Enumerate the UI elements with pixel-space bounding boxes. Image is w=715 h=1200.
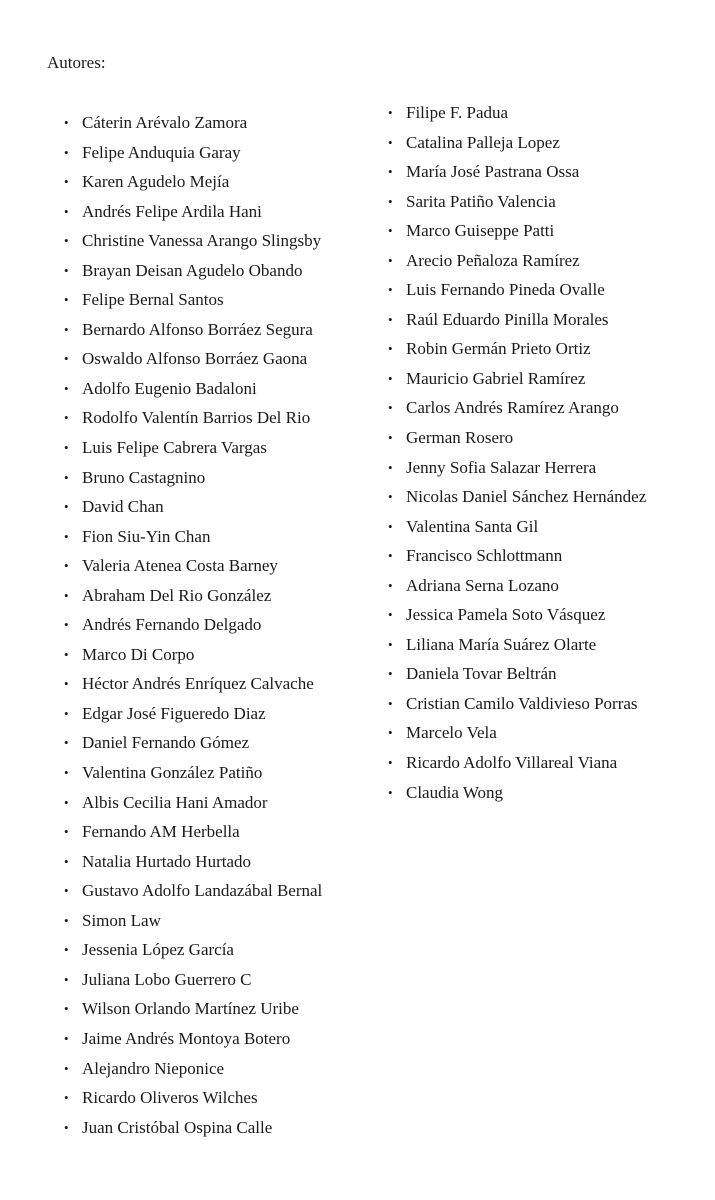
author-name: Simon Law (82, 910, 161, 930)
bullet-icon: • (388, 636, 393, 652)
bullet-icon: • (64, 203, 69, 219)
author-name: Albis Cecilia Hani Amador (82, 792, 268, 812)
author-name: Robin Germán Prieto Ortiz (406, 339, 591, 359)
author-name: Raúl Eduardo Pinilla Morales (406, 309, 609, 329)
author-name: Cáterin Arévalo Zamora (82, 113, 248, 132)
bullet-icon: • (64, 115, 69, 130)
bullet-icon: • (388, 518, 393, 534)
bullet-icon: • (388, 252, 393, 268)
bullet-icon: • (64, 410, 69, 426)
bullet-icon: • (64, 942, 69, 958)
bullet-icon: • (64, 1119, 69, 1135)
author-list-item (64, 820, 322, 850)
author-list-item (64, 702, 322, 732)
author-list-item (388, 721, 646, 751)
author-name: Marcelo Vela (406, 723, 497, 743)
bullet-icon: • (64, 1030, 69, 1046)
author-list-item (64, 968, 322, 998)
author-name: Jenny Sofia Salazar Herrera (406, 457, 597, 477)
author-name: Valeria Atenea Costa Barney (82, 556, 278, 576)
bullet-icon: • (388, 725, 393, 741)
bullet-icon: • (388, 311, 393, 327)
author-list-item (64, 938, 322, 968)
author-list-item (388, 574, 646, 604)
bullet-icon: • (64, 676, 69, 692)
author-list-item (388, 485, 646, 515)
author-name: Carlos Andrés Ramírez Arango (406, 398, 619, 418)
bullet-icon: • (388, 223, 393, 239)
author-list-item (388, 367, 646, 397)
author-name: Luis Felipe Cabrera Vargas (82, 438, 267, 458)
author-name: Daniela Tovar Beltrán (406, 664, 557, 684)
bullet-icon: • (64, 883, 69, 899)
author-list-item (64, 1086, 322, 1116)
bullet-icon: • (64, 233, 69, 249)
author-list-item (388, 160, 646, 190)
bullet-icon: • (64, 440, 69, 456)
author-list-item (64, 288, 322, 318)
author-list-left (64, 111, 322, 1145)
author-list-item (64, 229, 322, 259)
bullet-icon: • (64, 469, 69, 485)
author-name: Karen Agudelo Mejía (82, 172, 230, 192)
author-name: Brayan Deisan Agudelo Obando (82, 260, 303, 280)
bullet-icon: • (388, 695, 393, 711)
author-name: Sarita Patiño Valencia (406, 191, 556, 211)
author-name: Gustavo Adolfo Landazábal Bernal (82, 881, 323, 901)
author-name: Juliana Lobo Guerrero C (82, 969, 252, 989)
author-name: David Chan (82, 497, 164, 517)
author-name: Felipe Bernal Santos (82, 290, 224, 310)
author-name: Arecio Peñaloza Ramírez (406, 250, 580, 270)
author-list-item (64, 672, 322, 702)
author-list-item (64, 584, 322, 614)
author-list-item (388, 131, 646, 161)
bullet-icon: • (64, 380, 69, 396)
author-name: Alejandro Nieponice (82, 1058, 225, 1078)
bullet-icon: • (64, 587, 69, 603)
bullet-icon: • (64, 971, 69, 987)
bullet-icon: • (388, 548, 393, 564)
author-name: Francisco Schlottmann (406, 546, 563, 566)
author-list-item (64, 141, 322, 171)
author-list-item (388, 603, 646, 633)
bullet-icon: • (388, 164, 393, 180)
author-name: Rodolfo Valentín Barrios Del Rio (82, 408, 311, 428)
author-list-item (64, 318, 322, 348)
bullet-icon: • (388, 577, 393, 593)
author-name: Cristian Camilo Valdivieso Porras (406, 693, 638, 713)
author-list-item (64, 525, 322, 555)
author-name: Filipe F. Padua (406, 103, 509, 122)
author-list-item (388, 662, 646, 692)
bullet-icon: • (388, 105, 393, 120)
bullet-icon: • (388, 400, 393, 416)
author-list-item (388, 308, 646, 338)
author-name: Christine Vanessa Arango Slingsby (82, 231, 322, 251)
bullet-icon: • (64, 765, 69, 781)
author-name: Jessica Pamela Soto Vásquez (406, 605, 606, 625)
bullet-icon: • (64, 262, 69, 278)
author-list-item (64, 643, 322, 673)
bullet-icon: • (64, 1060, 69, 1076)
bullet-icon: • (64, 824, 69, 840)
author-name: Catalina Palleja Lopez (406, 132, 560, 152)
author-list-item (64, 347, 322, 377)
author-name: Mauricio Gabriel Ramírez (406, 368, 586, 388)
author-list-item (64, 200, 322, 230)
bullet-icon: • (388, 607, 393, 623)
bullet-icon: • (64, 499, 69, 515)
author-list-item (388, 456, 646, 486)
author-name: Valentina González Patiño (82, 763, 263, 783)
author-name: Andrés Felipe Ardila Hani (82, 201, 262, 221)
author-list-item (64, 554, 322, 584)
author-name: Fernando AM Herbella (82, 822, 240, 842)
author-name: Ricardo Oliveros Wilches (82, 1088, 258, 1108)
author-list-item (64, 170, 322, 200)
author-name: Nicolas Daniel Sánchez Hernández (406, 487, 647, 507)
author-list-item (388, 544, 646, 574)
author-list-item (64, 850, 322, 880)
author-list-item (388, 278, 646, 308)
author-list-item (388, 337, 646, 367)
bullet-icon: • (64, 292, 69, 308)
author-name: Jessenia López García (82, 940, 234, 960)
author-list-item (64, 466, 322, 496)
bullet-icon: • (388, 755, 393, 771)
bullet-icon: • (64, 735, 69, 751)
author-name: Luis Fernando Pineda Ovalle (406, 280, 605, 300)
author-name: Valentina Santa Gil (406, 516, 539, 536)
author-name: Adolfo Eugenio Badaloni (82, 378, 257, 398)
author-list-item (64, 406, 322, 436)
author-name: Daniel Fernando Gómez (82, 733, 250, 753)
author-name: Natalia Hurtado Hurtado (82, 851, 251, 871)
author-name: Fion Siu-Yin Chan (82, 526, 211, 546)
author-name: Adriana Serna Lozano (406, 575, 559, 595)
author-list-right (388, 101, 646, 810)
author-list-item (64, 613, 322, 643)
author-list-item (64, 1057, 322, 1087)
author-list-item (388, 751, 646, 781)
author-list-item (388, 426, 646, 456)
author-list-item (388, 219, 646, 249)
author-name: Felipe Anduquia Garay (82, 142, 241, 162)
author-list-item (64, 761, 322, 791)
authors-heading: Autores: (47, 53, 106, 72)
author-name: Juan Cristóbal Ospina Calle (82, 1117, 273, 1137)
bullet-icon: • (388, 193, 393, 209)
author-name: Wilson Orlando Martínez Uribe (82, 999, 299, 1019)
author-name: Edgar José Figueredo Diaz (82, 703, 266, 723)
author-name: Andrés Fernando Delgado (82, 615, 262, 635)
bullet-icon: • (64, 853, 69, 869)
bullet-icon: • (64, 1090, 69, 1106)
bullet-icon: • (64, 144, 69, 160)
author-list-item (64, 1116, 322, 1146)
author-list-item (388, 190, 646, 220)
author-list-item (388, 781, 646, 811)
author-list-item (64, 909, 322, 939)
author-name: Bernardo Alfonso Borráez Segura (82, 319, 313, 339)
author-list-item (388, 515, 646, 545)
bullet-icon: • (64, 174, 69, 190)
author-list-item (64, 259, 322, 289)
bullet-icon: • (388, 282, 393, 298)
bullet-icon: • (64, 351, 69, 367)
bullet-icon: • (64, 705, 69, 721)
bullet-icon: • (388, 341, 393, 357)
author-list-item (64, 1027, 322, 1057)
author-list-item (64, 436, 322, 466)
author-name: Liliana María Suárez Olarte (406, 634, 597, 654)
bullet-icon: • (388, 784, 393, 800)
bullet-icon: • (388, 489, 393, 505)
author-list-item (64, 377, 322, 407)
author-name: Marco Guiseppe Patti (406, 221, 555, 241)
author-list-item (388, 633, 646, 663)
bullet-icon: • (388, 666, 393, 682)
bullet-icon: • (64, 558, 69, 574)
author-name: Marco Di Corpo (82, 644, 195, 664)
author-name: Ricardo Adolfo Villareal Viana (406, 753, 618, 773)
author-name: Héctor Andrés Enríquez Calvache (82, 674, 314, 694)
author-list-item (388, 396, 646, 426)
author-name: Abraham Del Rio González (82, 585, 272, 605)
author-list-item (64, 879, 322, 909)
bullet-icon: • (388, 134, 393, 150)
author-list-item (64, 997, 322, 1027)
author-list-item (64, 731, 322, 761)
bullet-icon: • (64, 912, 69, 928)
bullet-icon: • (388, 370, 393, 386)
bullet-icon: • (64, 1001, 69, 1017)
bullet-icon: • (64, 794, 69, 810)
author-list-item (388, 101, 646, 131)
bullet-icon: • (64, 617, 69, 633)
author-name: Claudia Wong (406, 782, 504, 802)
author-list-item (64, 791, 322, 821)
author-list-item (64, 495, 322, 525)
author-name: María José Pastrana Ossa (406, 162, 580, 182)
bullet-icon: • (64, 321, 69, 337)
author-name: Jaime Andrés Montoya Botero (82, 1028, 291, 1048)
bullet-icon: • (64, 646, 69, 662)
author-list-item (388, 249, 646, 279)
bullet-icon: • (388, 459, 393, 475)
author-list-item (64, 111, 322, 141)
bullet-icon: • (388, 430, 393, 446)
author-list-item (388, 692, 646, 722)
bullet-icon: • (64, 528, 69, 544)
author-name: Bruno Castagnino (82, 467, 206, 487)
author-name: Oswaldo Alfonso Borráez Gaona (82, 349, 308, 369)
author-name: German Rosero (406, 428, 514, 448)
